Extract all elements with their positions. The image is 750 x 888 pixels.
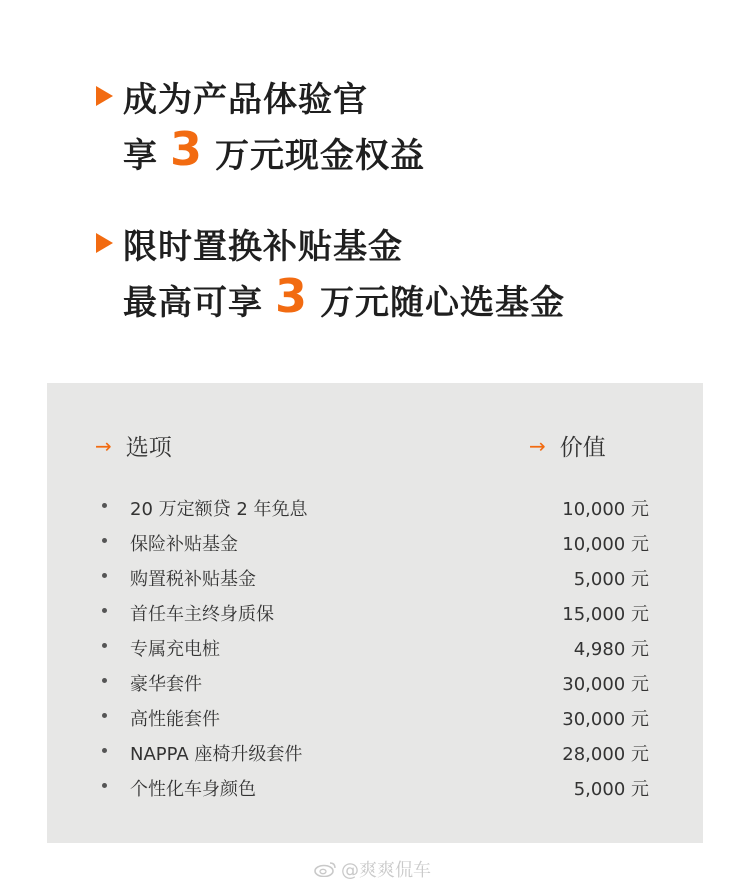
list-item xyxy=(47,699,703,734)
bullet-dot-icon xyxy=(102,783,107,788)
bullet-dot-icon xyxy=(102,678,107,683)
item-value: 5,000 元 xyxy=(573,569,649,590)
triangle-bullet-icon xyxy=(96,233,113,253)
arrow-right-icon: → xyxy=(529,433,546,458)
column-header-value-label: 价值 xyxy=(559,435,606,461)
promo-subtitle-suffix: 万元随心选基金 xyxy=(320,282,566,323)
item-value: 10,000 元 xyxy=(562,534,649,555)
item-name: NAPPA 座椅升级套件 xyxy=(130,744,303,765)
promo-subtitle xyxy=(123,271,565,327)
item-name: 专属充电桩 xyxy=(130,639,220,660)
promo-block-experience-officer xyxy=(96,68,425,180)
item-name: 20 万定额贷 2 年免息 xyxy=(130,499,308,520)
list-item xyxy=(47,594,703,629)
bullet-dot-icon xyxy=(102,748,107,753)
column-header-option xyxy=(95,429,172,462)
list-item xyxy=(47,629,703,664)
column-header-option-label: 选项 xyxy=(125,435,172,461)
benefits-list xyxy=(47,489,703,804)
item-value: 15,000 元 xyxy=(562,604,649,625)
list-item xyxy=(47,769,703,804)
benefits-table-panel xyxy=(47,383,703,843)
list-item xyxy=(47,559,703,594)
item-name: 保险补贴基金 xyxy=(130,534,238,555)
weibo-logo-icon xyxy=(313,861,337,877)
promo-title xyxy=(96,68,425,124)
arrow-right-icon: → xyxy=(95,433,112,458)
promo-subtitle-prefix: 最高可享 xyxy=(123,282,263,323)
bullet-dot-icon xyxy=(102,503,107,508)
promo-subtitle-suffix: 万元现金权益 xyxy=(215,135,426,176)
promo-title xyxy=(96,215,565,271)
promo-block-trade-in-fund xyxy=(96,215,565,327)
promo-title-text: 成为产品体验官 xyxy=(123,79,368,120)
bullet-dot-icon xyxy=(102,643,107,648)
watermark-text: @爽爽侃车 xyxy=(341,860,431,881)
promo-highlight-number: 3 xyxy=(275,269,309,323)
bullet-dot-icon xyxy=(102,713,107,718)
item-value: 30,000 元 xyxy=(562,709,649,730)
item-value: 5,000 元 xyxy=(573,779,649,800)
list-item xyxy=(47,734,703,769)
list-item xyxy=(47,524,703,559)
item-value: 30,000 元 xyxy=(562,674,649,695)
list-item xyxy=(47,664,703,699)
list-item xyxy=(47,489,703,524)
item-value: 28,000 元 xyxy=(562,744,649,765)
item-name: 个性化车身颜色 xyxy=(130,779,256,800)
item-name: 豪华套件 xyxy=(130,674,202,695)
item-name: 购置税补贴基金 xyxy=(130,569,256,590)
item-value: 4,980 元 xyxy=(573,639,649,660)
promo-highlight-number: 3 xyxy=(170,122,204,176)
triangle-bullet-icon xyxy=(96,86,113,106)
promo-subtitle xyxy=(123,124,425,180)
bullet-dot-icon xyxy=(102,608,107,613)
bullet-dot-icon xyxy=(102,538,107,543)
item-name: 高性能套件 xyxy=(130,709,220,730)
column-header-value xyxy=(529,429,606,462)
promo-title-text: 限时置换补贴基金 xyxy=(123,226,403,267)
bullet-dot-icon xyxy=(102,573,107,578)
promo-subtitle-prefix: 享 xyxy=(123,135,158,176)
item-name: 首任车主终身质保 xyxy=(130,604,274,625)
item-value: 10,000 元 xyxy=(562,499,649,520)
weibo-watermark xyxy=(313,856,431,882)
